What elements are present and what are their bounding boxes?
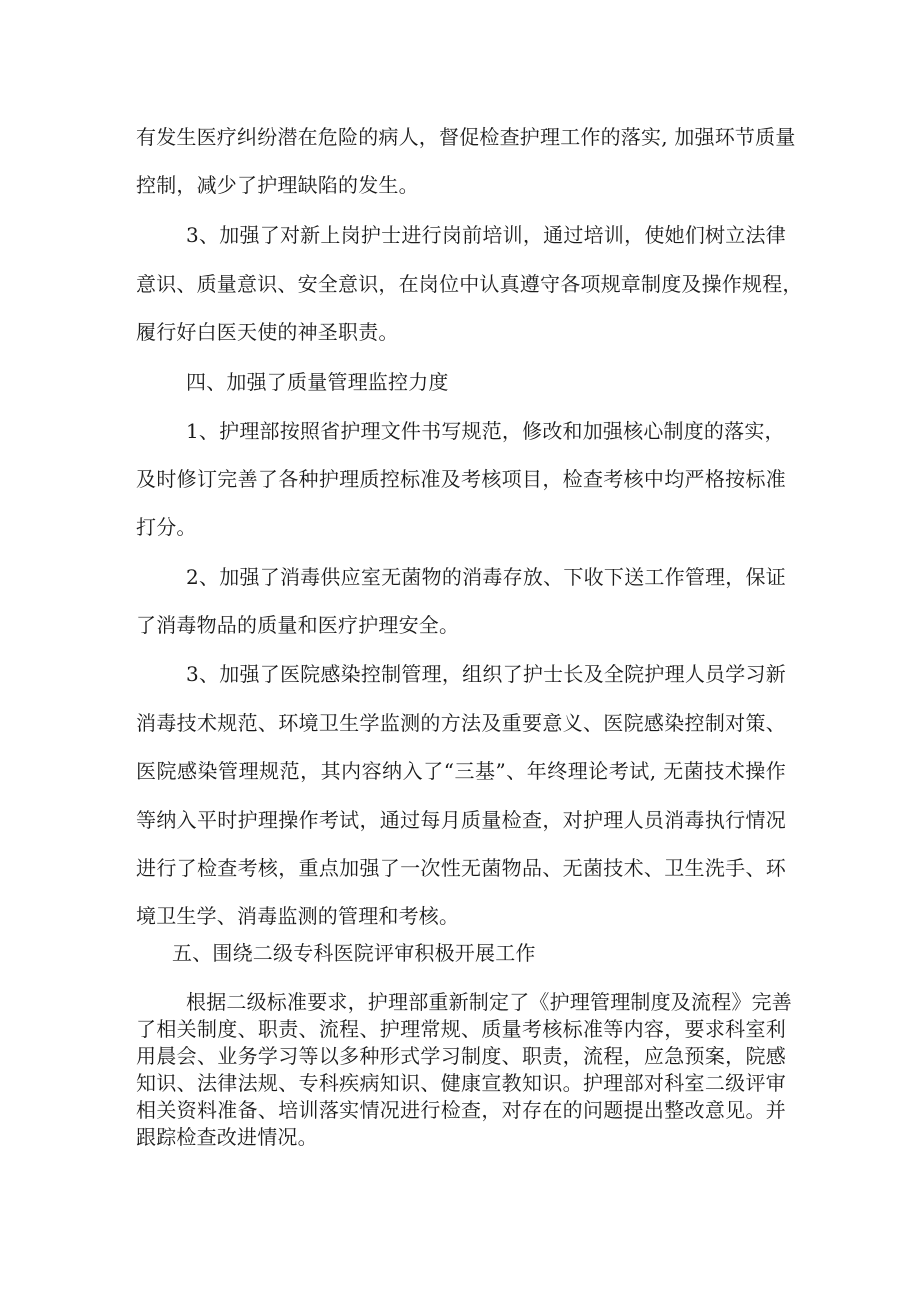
paragraph-line: 及时修订完善了各种护理质控标准及考核项目，检查考核中均严格按标准 — [136, 467, 786, 491]
paragraph-line: 了消毒物品的质量和医疗护理安全。 — [136, 613, 460, 637]
paragraph-line: 3、加强了对新上岗护士进行岗前培训，通过培训，使她们树立法律 — [186, 223, 786, 247]
paragraph-line: 1、护理部按照省护理文件书写规范，修改和加强核心制度的落实， — [186, 419, 785, 443]
paragraph-line: 等纳入平时护理操作考试，通过每月质量检查，对护理人员消毒执行情况 — [136, 808, 786, 832]
paragraph-line: 医院感染管理规范，其内容纳入了“三基”、年终理论考试, 无菌技术操作 — [136, 759, 786, 783]
paragraph-line: 知识、法律法规、专科疾病知识、健康宣教知识。护理部对科室二级评审 — [136, 1071, 786, 1095]
section-heading: 四、加强了质量管理监控力度 — [186, 370, 449, 394]
paragraph-line: 跟踪检查改进情况。 — [136, 1125, 318, 1149]
paragraph-line: 意识、质量意识、安全意识，在岗位中认真遵守各项规章制度及操作规程， — [136, 272, 803, 296]
paragraph-line: 进行了检查考核，重点加强了一次性无菌物品、无菌技术、卫生洗手、环 — [136, 856, 786, 880]
paragraph-line: 打分。 — [136, 515, 197, 539]
paragraph-line: 用晨会、业务学习等以多种形式学习制度、职责，流程，应急预案，院感 — [136, 1044, 786, 1068]
paragraph-line: 消毒技术规范、环境卫生学监测的方法及重要意义、医院感染控制对策、 — [136, 711, 786, 735]
section-heading: 五、围绕二级专科医院评审积极开展工作 — [172, 941, 536, 965]
paragraph-line: 履行好白医天使的神圣职责。 — [136, 320, 399, 344]
paragraph-line: 境卫生学、消毒监测的管理和考核。 — [136, 904, 460, 928]
paragraph-line: 了相关制度、职责、流程、护理常规、质量考核标准等内容，要求科室利 — [136, 1017, 786, 1041]
paragraph-line: 根据二级标准要求，护理部重新制定了《护理管理制度及流程》完善 — [186, 990, 792, 1014]
paragraph-line: 有发生医疗纠纷潜在危险的病人，督促检查护理工作的落实, 加强环节质量 — [136, 125, 796, 149]
paragraph-line: 2、加强了消毒供应室无菌物的消毒存放、下收下送工作管理，保证 — [186, 565, 786, 589]
paragraph-line: 3、加强了医院感染控制管理，组织了护士长及全院护理人员学习新 — [186, 662, 786, 686]
paragraph-line: 控制，减少了护理缺陷的发生。 — [136, 173, 419, 197]
paragraph-line: 相关资料准备、培训落实情况进行检查，对存在的问题提出整改意见。并 — [136, 1098, 786, 1122]
